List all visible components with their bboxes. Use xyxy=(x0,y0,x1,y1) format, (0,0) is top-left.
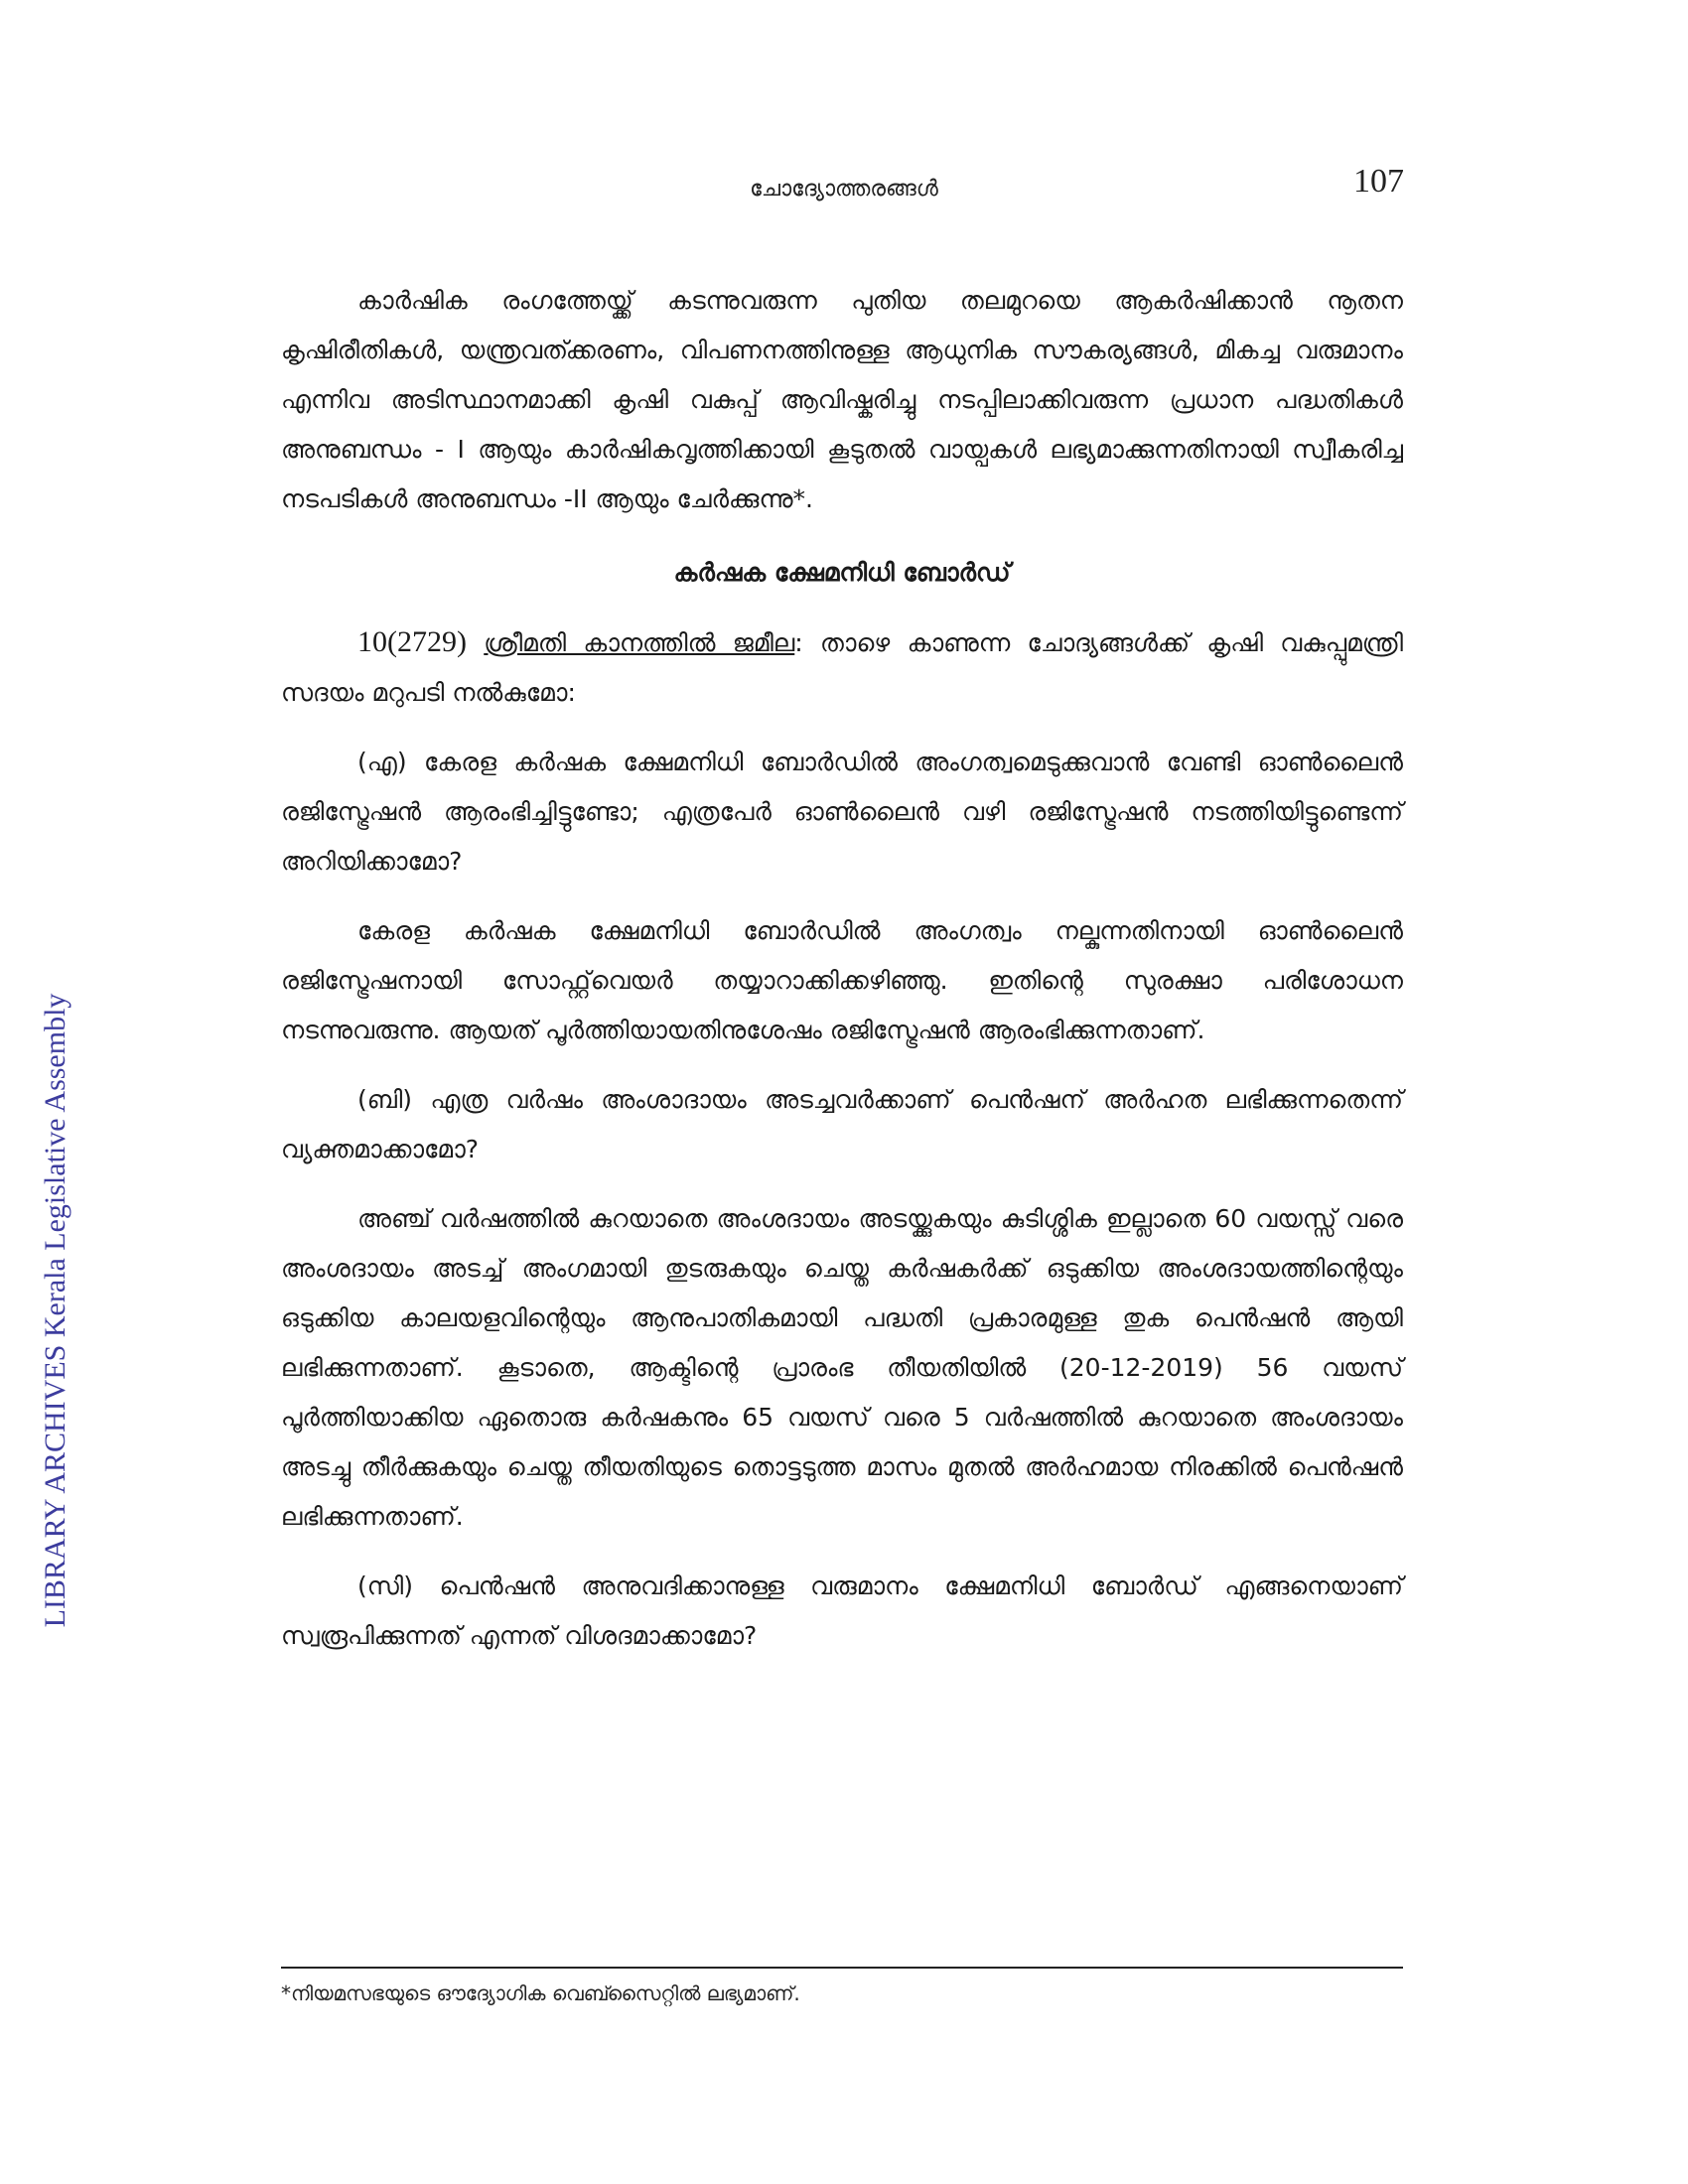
page-number: 107 xyxy=(1353,163,1404,200)
intro-paragraph: കാർഷിക രംഗത്തേയ്ക്ക് കടന്നുവരുന്ന പുതിയ തലമുറയെ ആകർഷിക്കാൻ നൂതന കൃഷിരീതികൾ, യന്ത്രവത്ക്കരണം, വിപണനത്തിനുള്ള ആധുനിക സൗകര്യങ്ങൾ, മികച്ച വരുമാനം എന്നിവ അടിസ്ഥാനമാക്കി കൃഷി വകുപ്പ് ആവിഷ്കരിച്ചു നടപ്പിലാക്കിവരുന്ന പ്രധാന പദ്ധതികൾ അനുബന്ധം - I ആയും കാർഷികവൃത്തിക്കായി കൂടുതൽ വായ്പകൾ ലഭ്യമാക്കുന്നതിനായി സ്വീകരിച്ച നടപടികൾ അനുബന്ധം -II ആയും ചേർക്കുന്നു*. xyxy=(281,286,1403,513)
question-c: (സി) പെൻഷൻ അനുവദിക്കാനുള്ള വരുമാനം ക്ഷേമനിധി ബോർഡ് എങ്ങനെയാണ് സ്വരൂപിക്കുന്നത് എന്നത് വിശദമാക്കാമോ? xyxy=(281,1571,1403,1650)
question-a: (എ) കേരള കർഷക ക്ഷേമനിധി ബോർഡിൽ അംഗത്വമെടുക്കുവാൻ വേണ്ടി ഓൺലൈൻ രജിസ്ട്രേഷൻ ആരംഭിച്ചിട്ടുണ്ടോ; എത്രപേർ ഓൺലൈൻ വഴി രജിസ്ട്രേഷൻ നടത്തിയിട്ടുണ്ടെന്ന് അറിയിക്കാമോ? xyxy=(281,748,1403,876)
question-intro-text: : താഴെ കാണുന്ന ചോദ്യങ്ങൾക്ക് കൃഷി വകുപ്പുമന്ത്രി സദയം മറുപടി നൽകുമോ: xyxy=(281,628,1403,707)
archive-watermark: LIBRARY ARCHIVES Kerala Legislative Assembly xyxy=(39,993,71,1628)
footnote-divider xyxy=(281,1967,1403,1969)
answer-a: കേരള കർഷക ക്ഷേമനിധി ബോർഡിൽ അംഗത്വം നല്കുന്നതിനായി ഓൺലൈൻ രജിസ്ട്രേഷനായി സോഫ്റ്റ്‌വെയർ തയ്യാറാക്കിക്കഴിഞ്ഞു. ഇതിന്റെ സുരക്ഷാ പരിശോധന നടന്നുവരുന്നു. ആയത് പൂർത്തിയായതിനുശേഷം രജിസ്ട്രേഷൻ ആരംഭിക്കുന്നതാണ്. xyxy=(281,916,1403,1044)
answer-b: അഞ്ച് വർഷത്തിൽ കുറയാതെ അംശദായം അടയ്ക്കുകയും കുടിശ്ശിക ഇല്ലാതെ 60 വയസ്സ് വരെ അംശദായം അടച്ച് അംഗമായി തുടരുകയും ചെയ്ത കർഷകർക്ക് ഒടുക്കിയ അംശദായത്തിന്റെയും ഒടുക്കിയ കാലയളവിന്റെയും ആനുപാതികമായി പദ്ധതി പ്രകാരമുള്ള തുക പെൻഷൻ ആയി ലഭിക്കുന്നതാണ്. കൂടാതെ, ആക്ടിന്റെ പ്രാരംഭ തീയതിയിൽ (20-12-2019) 56 വയസ് പൂർത്തിയാക്കിയ ഏതൊരു കർഷകനും 65 വയസ് വരെ 5 വർഷത്തിൽ കുറയാതെ അംശദായം അടച്ചു തീർക്കുകയും ചെയ്ത തീയതിയുടെ തൊട്ടടുത്ത മാസം മുതൽ അർഹമായ നിരക്കിൽ പെൻഷൻ ലഭിക്കുന്നതാണ്. xyxy=(281,1204,1403,1531)
footnote: *നിയമസഭയുടെ ഔദ്യോഗിക വെബ്സൈറ്റിൽ ലഭ്യമാണ്. xyxy=(281,1981,800,2005)
question-b: (ബി) എത്ര വർഷം അംശാദായം അടച്ചവർക്കാണ് പെൻഷന് അർഹത ലഭിക്കുന്നതെന്ന് വ്യക്തമാക്കാമോ? xyxy=(281,1085,1403,1163)
page-header-title: ചോദ്യോത്തരങ്ങൾ xyxy=(750,177,938,202)
question-number: 10(2729) xyxy=(357,625,467,658)
question-intro xyxy=(281,617,1403,718)
page-content xyxy=(281,276,1403,1681)
member-name: ശ്രീമതി കാനത്തിൽ ജമീല xyxy=(484,628,795,657)
section-heading: കർഷക ക്ഷേമനിധി ബോർഡ് xyxy=(673,558,1011,587)
